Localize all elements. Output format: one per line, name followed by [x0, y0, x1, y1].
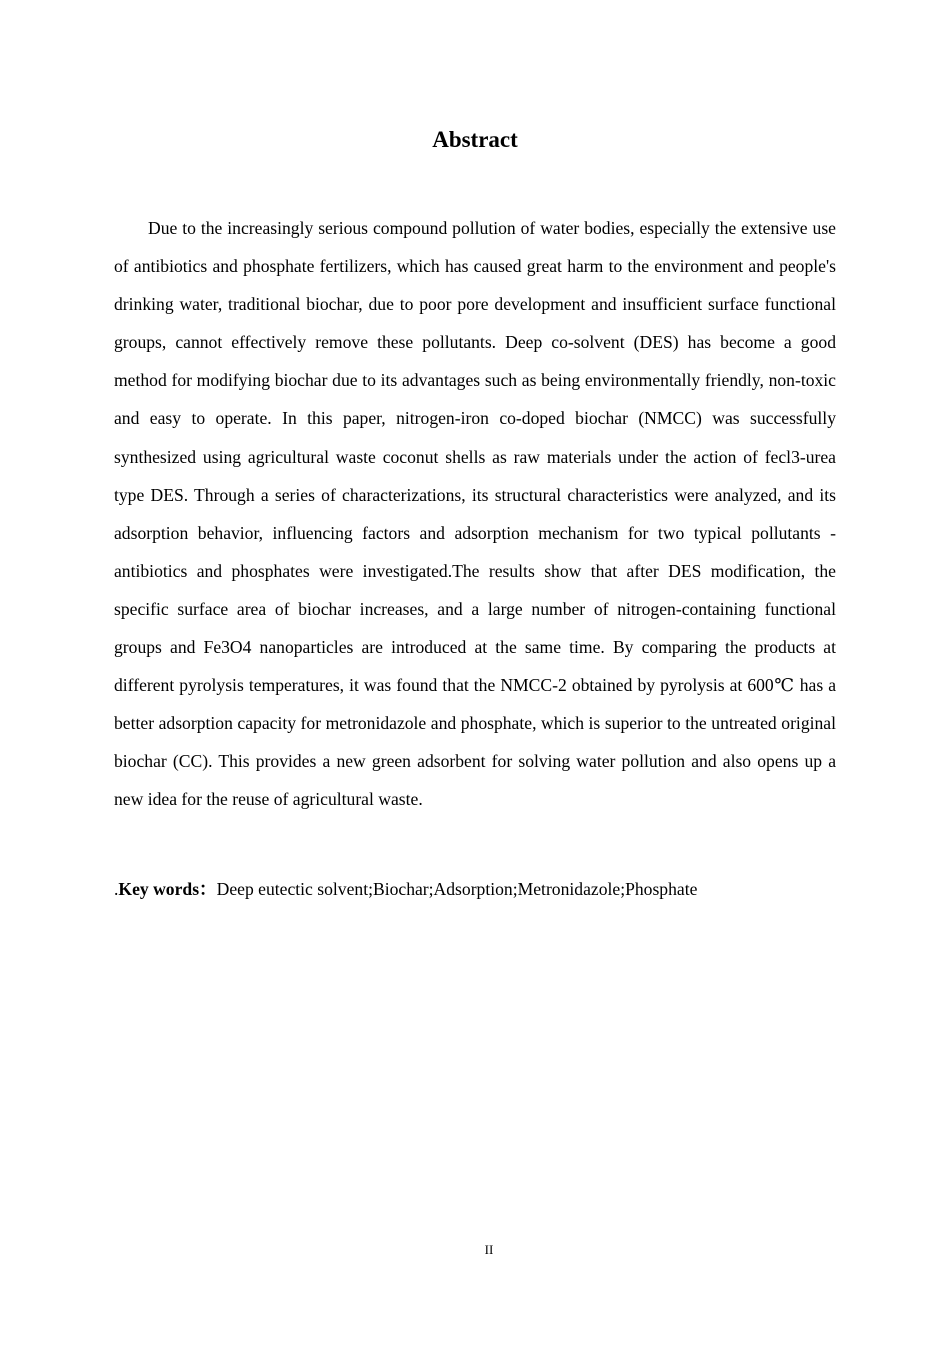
- keywords-line: [114, 874, 836, 904]
- keywords-prefix: .: [114, 879, 119, 899]
- abstract-body: Due to the increasingly serious compound pollution of water bodies, especially the extensive use of antibiotics and phosphate fertilizers, which has caused great harm to the environment and people's drinking water, traditional biochar, due to poor pore development and insufficient surface functional groups, cannot effectively remove these pollutants. Deep co-solvent (DES) has become a good method for modifying biochar due to its advantages such as being environmentally friendly, non-toxic and easy to operate. In this paper, nitrogen-iron co-doped biochar (NMCC) was successfully synthesized using agricultural waste coconut shells as raw materials under the action of fecl3-urea type DES. Through a series of characterizations, its structural characteristics were analyzed, and its adsorption behavior, influencing factors and adsorption mechanism for two typical pollutants - antibiotics and phosphates were investigated.The results show that after DES modification, the specific surface area of biochar increases, and a large number of nitrogen-containing functional groups and Fe3O4 nanoparticles are introduced at the same time. By comparing the products at different pyrolysis temperatures, it was found that the NMCC-2 obtained by pyrolysis at 600℃ has a better adsorption capacity for metronidazole and phosphate, which is superior to the untreated original biochar (CC). This provides a new green adsorbent for solving water pollution and also opens up a new idea for the reuse of agricultural waste.: [114, 218, 836, 810]
- abstract-title: Abstract: [432, 127, 518, 152]
- keywords-label: Key words：: [118, 879, 217, 899]
- page-number: II: [484, 1242, 494, 1257]
- keywords-value: Deep eutectic solvent;Biochar;Adsorption;Metronidazole;Phosphate: [216, 879, 698, 899]
